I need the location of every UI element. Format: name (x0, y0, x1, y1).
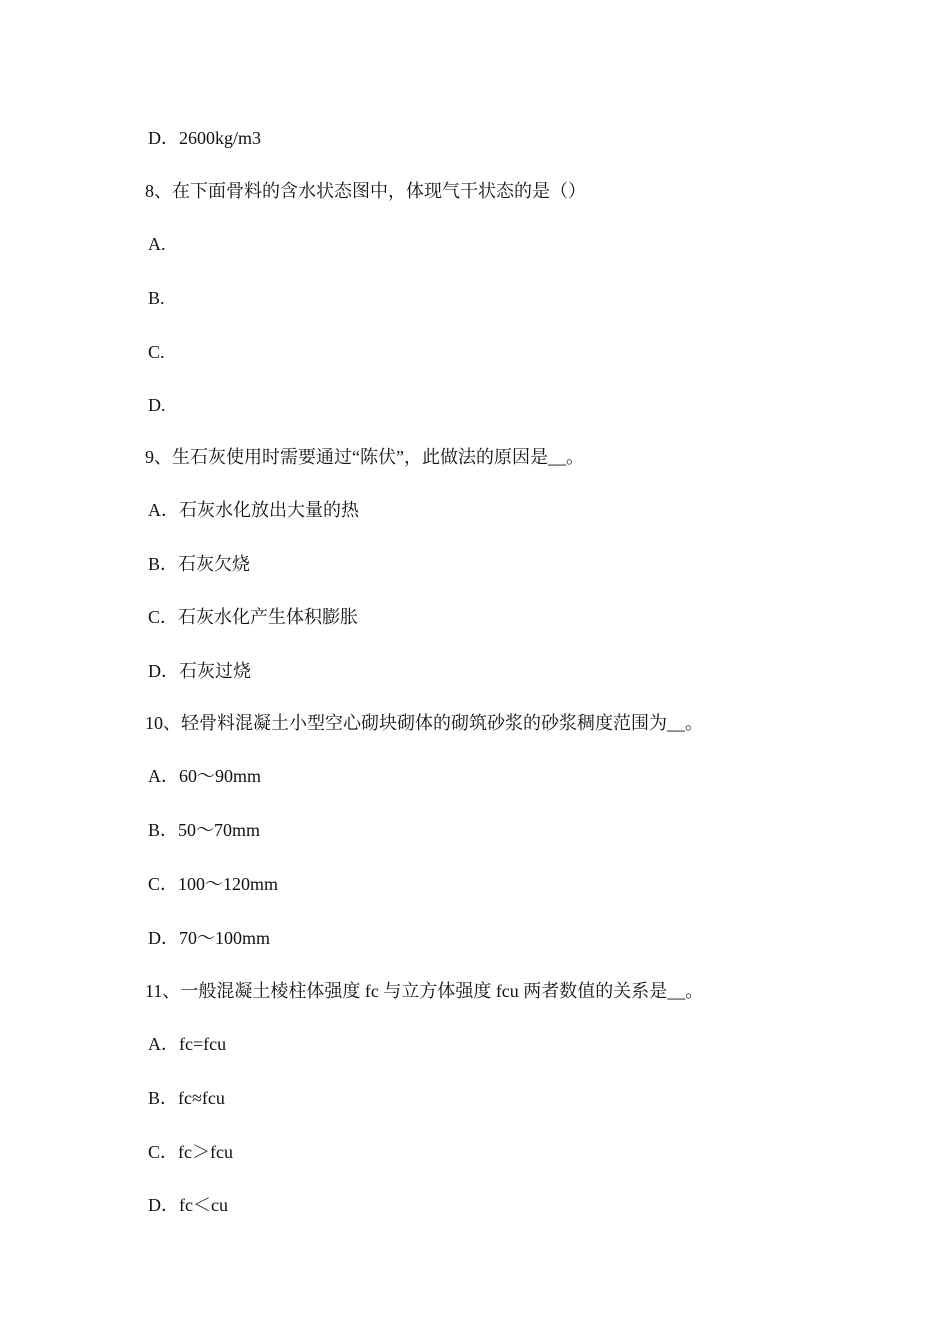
q9-option-c: C．石灰水化产生体积膨胀 (148, 607, 359, 627)
q9-option-b: B．石灰欠烧 (148, 554, 251, 574)
q11-option-c: C．fc＞fcu (148, 1142, 233, 1162)
q11-question: 11、一般混凝土棱柱体强度 fc 与立方体强度 fcu 两者数值的关系是__。 (145, 981, 704, 1001)
q9-option-a: A．石灰水化放出大量的热 (148, 500, 359, 520)
q8-option-c: C. (148, 342, 165, 362)
q8-option-b: B. (148, 288, 165, 308)
q9-option-d: D．石灰过烧 (148, 661, 251, 681)
q8-option-d: D. (148, 395, 166, 415)
q7-option-d: D．2600kg/m3 (148, 128, 262, 148)
q10-option-b: B．50～70mm (148, 820, 261, 840)
q9-question: 9、生石灰使用时需要通过“陈伏”，此做法的原因是__。 (145, 447, 584, 467)
q10-option-c: C．100～120mm (148, 874, 279, 894)
q10-option-a: A．60～90mm (148, 766, 262, 786)
q10-question: 10、轻骨料混凝土小型空心砌块砌体的砌筑砂浆的砂浆稠度范围为__。 (145, 713, 703, 733)
q11-option-b: B．fc≈fcu (148, 1088, 225, 1108)
q11-option-a: A．fc=fcu (148, 1034, 227, 1054)
q10-option-d: D．70～100mm (148, 928, 271, 948)
q11-option-d: D．fc＜cu (148, 1195, 228, 1215)
q8-option-a: A. (148, 234, 166, 254)
q8-question: 8、在下面骨料的含水状态图中，体现气干状态的是（） (145, 181, 586, 201)
